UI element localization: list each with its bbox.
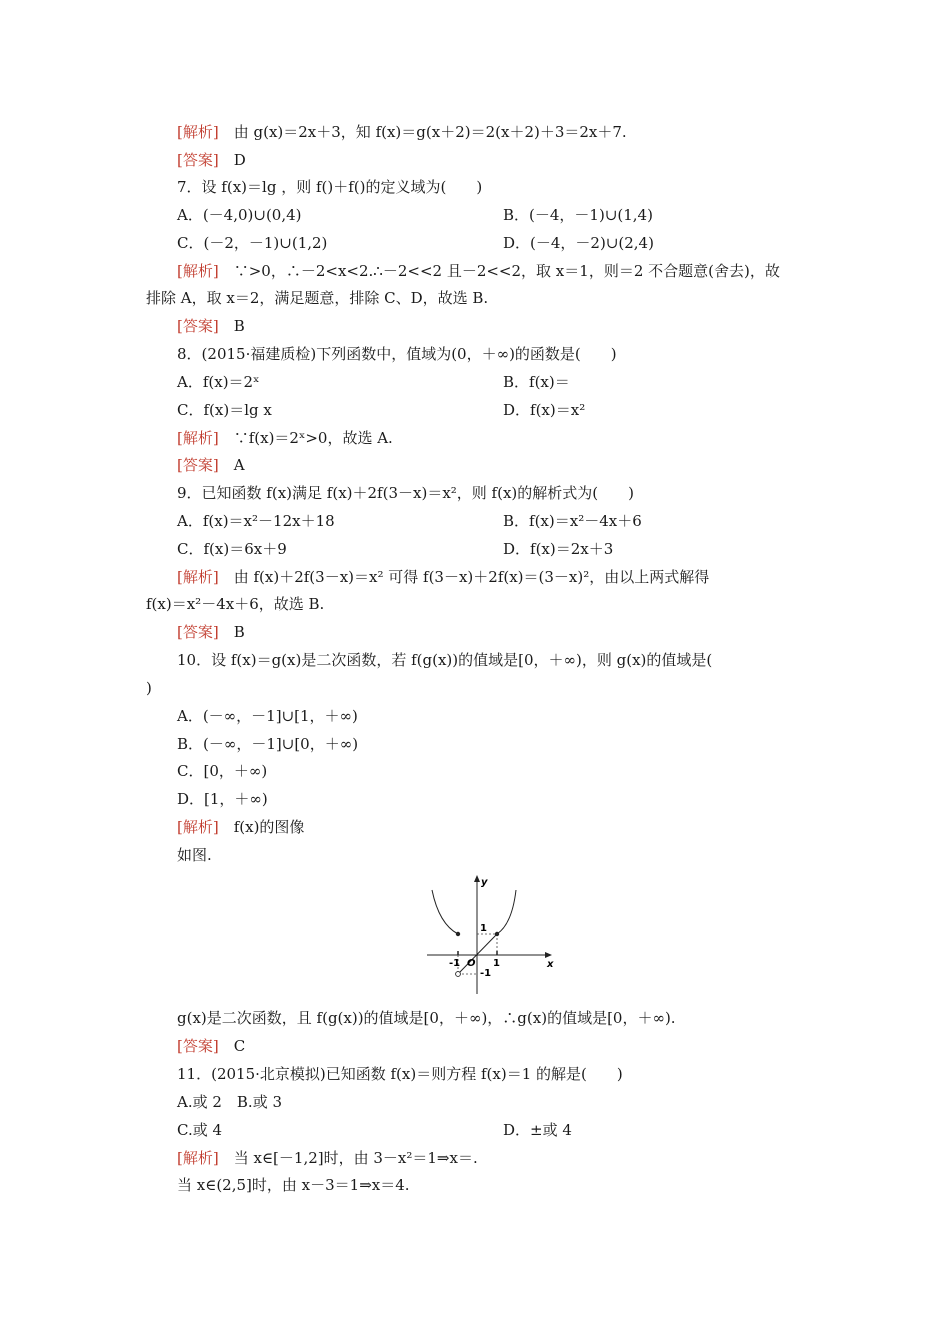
text-line [177,1092,282,1112]
text-line [146,678,152,698]
x-axis-arrow [545,952,552,958]
line-text: A．(－4,0)∪(0,4) [177,206,302,224]
text-line [177,428,393,448]
line-text: C．f(x)＝lg x [177,401,272,419]
section-tag: [解析] [177,123,219,141]
line-text: D．f(x)＝x² [503,401,586,419]
text-line [177,1036,245,1056]
filled-point-right [495,932,499,936]
line-text: 当 x∈(2,5]时，由 x－3＝1⇒x＝4. [177,1176,410,1194]
text-line [177,400,272,420]
section-tag: [答案] [177,1037,219,1055]
line-text: 10．设 f(x)＝g(x)是二次函数，若 f(g(x))的值域是[0，＋∞)，则 g(x)的值域是( [177,651,713,669]
section-tag: [答案] [177,456,219,474]
text-line [177,706,358,726]
line-text: D．±或 4 [503,1121,572,1139]
text-line [177,817,304,837]
line-text: f(x)＝x²－4x＋6，故选 B. [146,595,325,613]
line-text: B．f(x)＝ [503,373,570,391]
text-line [177,455,245,475]
text-line [177,789,268,809]
line-text: D．f(x)＝2x＋3 [503,540,614,558]
line-text: B．f(x)＝x²－4x＋6 [503,512,642,530]
text-line [177,372,259,392]
line-text: D．[1，＋∞) [177,790,268,808]
text-line [177,761,267,781]
line-text: A.或 2 B.或 3 [177,1093,283,1111]
line-text: B．(－4，－1)∪(1,4) [503,206,653,224]
line-text: A．f(x)＝2ˣ [177,373,260,391]
text-line [177,539,287,559]
line-text: 9．已知函数 f(x)满足 f(x)＋2f(3－x)＝x²，则 f(x)的解析式为( ) [177,484,634,502]
y-axis-arrow [474,875,480,882]
text-line [177,511,335,531]
line-text: ) [146,679,152,697]
line-text: 由 f(x)＋2f(3－x)＝x² 可得 f(3－x)＋2f(x)＝(3－x)²，由以上两式解得 [218,568,710,586]
line-text: B [218,623,245,641]
line-text: C.或 4 [177,1121,223,1139]
text-line [177,344,617,364]
origin-label: O [467,958,476,969]
open-point [456,972,461,977]
text-line [177,622,245,642]
section-tag: [答案] [177,151,219,169]
line-text: A．f(x)＝x²－12x＋18 [177,512,335,530]
text-line [146,288,488,308]
text-line [503,205,653,225]
text-line [177,483,634,503]
text-line [177,205,302,225]
function-graph-figure [425,872,555,997]
text-line [503,233,654,253]
text-line [177,650,712,670]
text-line [177,122,627,142]
text-line [177,1008,676,1028]
text-line [177,177,482,197]
text-line [177,1175,410,1195]
text-line [177,734,358,754]
section-tag: [解析] [177,429,219,447]
text-line [177,567,709,587]
line-text: 8．(2015·福建质检)下列函数中，值域为(0，＋∞)的函数是( ) [177,345,617,363]
section-tag: [解析] [177,1149,219,1167]
text-line [177,845,212,865]
line-text: A [218,456,245,474]
text-line [177,316,245,336]
section-tag: [答案] [177,317,219,335]
line-text: g(x)是二次函数，且 f(g(x))的值域是[0，＋∞)，∴g(x)的值域是[0，＋∞). [177,1009,676,1027]
line-text: 由 g(x)＝2x＋3，知 f(x)＝g(x＋2)＝2(x＋2)＋3＝2x＋7. [218,123,627,141]
right-parabola-branch [497,890,516,934]
line-text: C [218,1037,246,1055]
filled-point-left [456,932,460,936]
y-axis-label: y [481,877,488,888]
x-one-label: 1 [493,958,500,969]
y-neg-one-label: -1 [480,968,492,979]
line-text: 如图. [177,846,212,864]
line-text: ∵f(x)＝2ˣ>0，故选 A. [218,429,393,447]
line-text: f(x)的图像 [218,818,305,836]
line-text: 7．设 f(x)＝lg ，则 f()＋f()的定义域为( ) [177,178,483,196]
line-text: C．f(x)＝6x＋9 [177,540,287,558]
section-tag: [解析] [177,262,219,280]
text-line [177,1064,623,1084]
line-text: 当 x∈[－1,2]时，由 3－x²＝1⇒x＝. [218,1149,478,1167]
text-line [503,1120,572,1140]
text-line [503,511,642,531]
line-text: ∵>0，∴－2<x<2.∴－2<<2 且－2<<2，取 x＝1，则＝2 不合题意(舍去)，故 [218,262,780,280]
line-text: B [218,317,245,335]
line-text: B．(－∞，－1]∪[0，＋∞) [177,735,359,753]
line-text: C．[0，＋∞) [177,762,268,780]
text-line [177,261,780,281]
text-line [177,150,246,170]
text-line [503,372,570,392]
section-tag: [答案] [177,623,219,641]
line-text: D [218,151,246,169]
text-line [177,1148,478,1168]
x-axis-label: x [547,959,554,970]
line-text: 排除 A，取 x＝2，满足题意，排除 C、D，故选 B. [146,289,489,307]
text-line [503,400,585,420]
line-text: D．(－4，－2)∪(2,4) [503,234,654,252]
x-neg-one-label: -1 [449,958,461,969]
section-tag: [解析] [177,818,219,836]
text-line [146,594,324,614]
line-text: C．(－2，－1)∪(1,2) [177,234,328,252]
section-tag: [解析] [177,568,219,586]
text-line [503,539,613,559]
text-line [177,1120,222,1140]
line-text: 11．(2015·北京模拟)已知函数 f(x)＝则方程 f(x)＝1 的解是( ) [177,1065,623,1083]
y-one-label: 1 [480,923,487,934]
left-parabola-branch [432,890,458,934]
text-line [177,233,327,253]
line-text: A．(－∞，－1]∪[1，＋∞) [177,707,358,725]
